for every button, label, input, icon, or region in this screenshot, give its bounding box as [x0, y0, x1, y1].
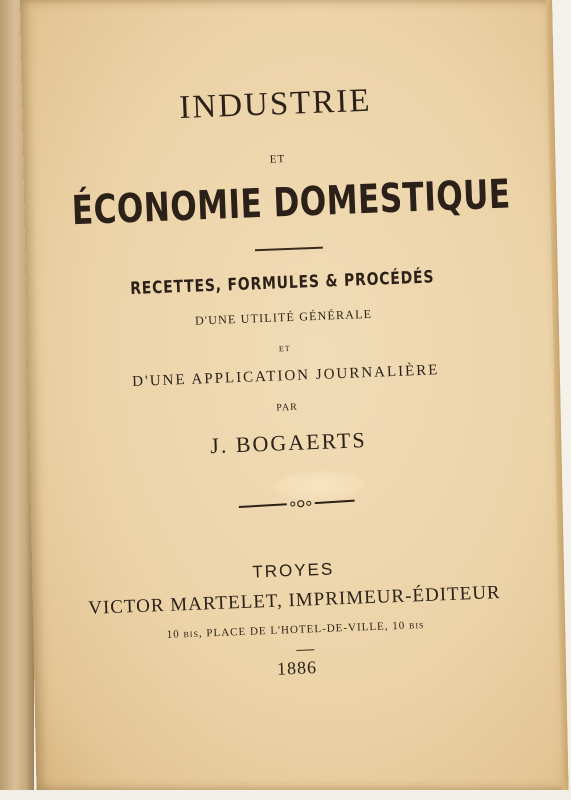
application-line: D'UNE APPLICATION JOURNALIÈRE — [131, 362, 440, 391]
recipes-line: RECETTES, FORMULES & PROCÉDÉS — [129, 267, 435, 300]
conjunction-et-2: ET — [278, 343, 291, 354]
book-subtitle: ÉCONOMIE DOMESTIQUE — [70, 171, 512, 235]
conjunction-et: ET — [269, 153, 286, 166]
publication-year: 1886 — [276, 657, 318, 679]
by-label: PAR — [276, 401, 299, 414]
author-name: J. BOGAERTS — [209, 427, 368, 459]
publisher-name: VICTOR MARTELET, IMPRIMEUR-ÉDITEUR — [87, 582, 502, 619]
ornament-divider — [237, 495, 357, 514]
year-rule — [296, 649, 314, 651]
title-page-content — [6, 0, 568, 800]
publisher-city: TROYES — [252, 559, 335, 582]
title-rule — [255, 247, 323, 252]
book-title: INDUSTRIE — [178, 82, 373, 127]
publisher-address: 10 bis, PLACE DE L'HOTEL-DE-VILLE, 10 bis — [166, 619, 425, 641]
utility-line: D'UNE UTILITÉ GÉNÉRALE — [194, 306, 373, 328]
